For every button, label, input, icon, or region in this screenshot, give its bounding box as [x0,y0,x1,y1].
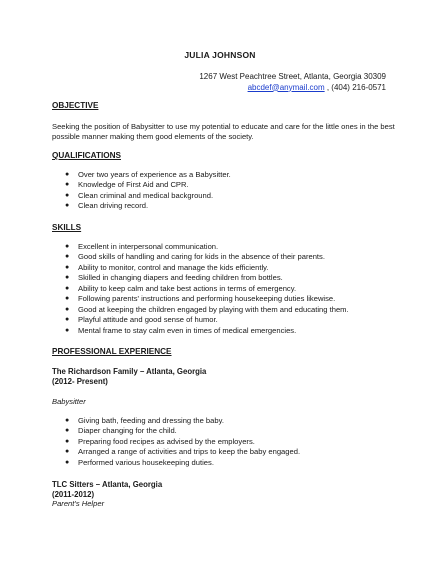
email-link[interactable]: abcdef@anymail.com [247,82,325,92]
bullet-icon: ● [65,243,70,250]
list-item: ● Ability to keep calm and take best actions in terms of emergency. [65,283,297,293]
bullet-icon: ● [65,202,70,210]
list-item: ● Giving bath, feeding and dressing the baby. [65,416,224,425]
objective-line: Seeking the position of Babysitter to use my potential to educate and care for the little ones in the best [52,122,395,131]
bullet-icon: ● [65,417,70,424]
job-duties-list [52,416,300,468]
bullet-icon: ● [65,171,70,178]
bullet-icon: ● [65,458,70,466]
bullet-icon: ● [65,263,70,271]
list-item: ● Performed various housekeeping duties. [65,457,214,467]
list-item: ● Knowledge of First Aid and CPR. [65,180,189,190]
job-period: (2011-2012) [52,490,95,499]
list-item: ● Diaper changing for the child. [65,426,177,436]
bullet-icon: ● [65,316,70,324]
job-employer: The Richardson Family – Atlanta, Georgia [52,367,207,376]
bullet-icon: ● [65,437,70,445]
list-item: ● Mental frame to stay calm even in times of medical emergencies. [65,325,297,335]
bullet-icon: ● [65,191,70,199]
qualifications-list [52,170,231,212]
list-item: ● Over two years of experience as a Babysitter. [65,170,231,179]
phone: , (404) 216-0571 [324,82,386,92]
skills-list [52,242,349,336]
list-item: ● Playful attitude and good sense of humor. [65,315,218,325]
list-item: ● Good at keeping the children engaged by playing with them and educating them. [65,304,349,314]
bullet-icon: ● [65,181,70,189]
bullet-icon: ● [65,253,70,261]
qualifications-heading: QUALIFICATIONS [52,151,121,160]
bullet-icon: ● [65,326,70,334]
list-item: ● Preparing food recipes as advised by the employers. [65,436,255,446]
contact-line [199,83,386,94]
bullet-icon: ● [65,274,70,282]
contact-block [199,72,386,93]
list-item: ● Following parents' instructions and performing housekeeping duties likewise. [65,294,336,304]
list-item: ● Good skills of handling and caring for kids in the absence of their parents. [65,252,325,262]
bullet-icon: ● [65,295,70,303]
list-item: ● Skilled in changing diapers and feeding children from bottles. [65,273,283,283]
list-item: ● Excellent in interpersonal communication. [65,242,219,251]
objective-heading: OBJECTIVE [52,101,99,110]
resume-name: JULIA JOHNSON [184,50,256,60]
list-item: ● Clean criminal and medical background. [65,190,214,200]
job-employer: TLC Sitters – Atlanta, Georgia [52,480,163,489]
objective-text [52,122,397,142]
bullet-icon: ● [65,305,70,313]
list-item: ● Clean driving record. [65,201,149,211]
skills-heading: SKILLS [52,223,82,232]
list-item: ● Ability to monitor, control and manage the kids efficiently. [65,262,269,272]
job-title: Babysitter [52,397,86,406]
bullet-icon: ● [65,284,70,292]
bullet-icon: ● [65,448,70,456]
address: 1267 West Peachtree Street, Atlanta, Georgia 30309 [199,72,386,81]
objective-line: possible manner making them good elements of the society. [52,132,254,142]
bullet-icon: ● [65,427,70,435]
list-item: ● Arranged a range of activities and trips to keep the baby engaged. [65,447,301,457]
job-title: Parent's Helper [52,499,105,508]
job-period: (2012- Present) [52,377,108,386]
experience-heading: PROFESSIONAL EXPERIENCE [52,347,172,356]
